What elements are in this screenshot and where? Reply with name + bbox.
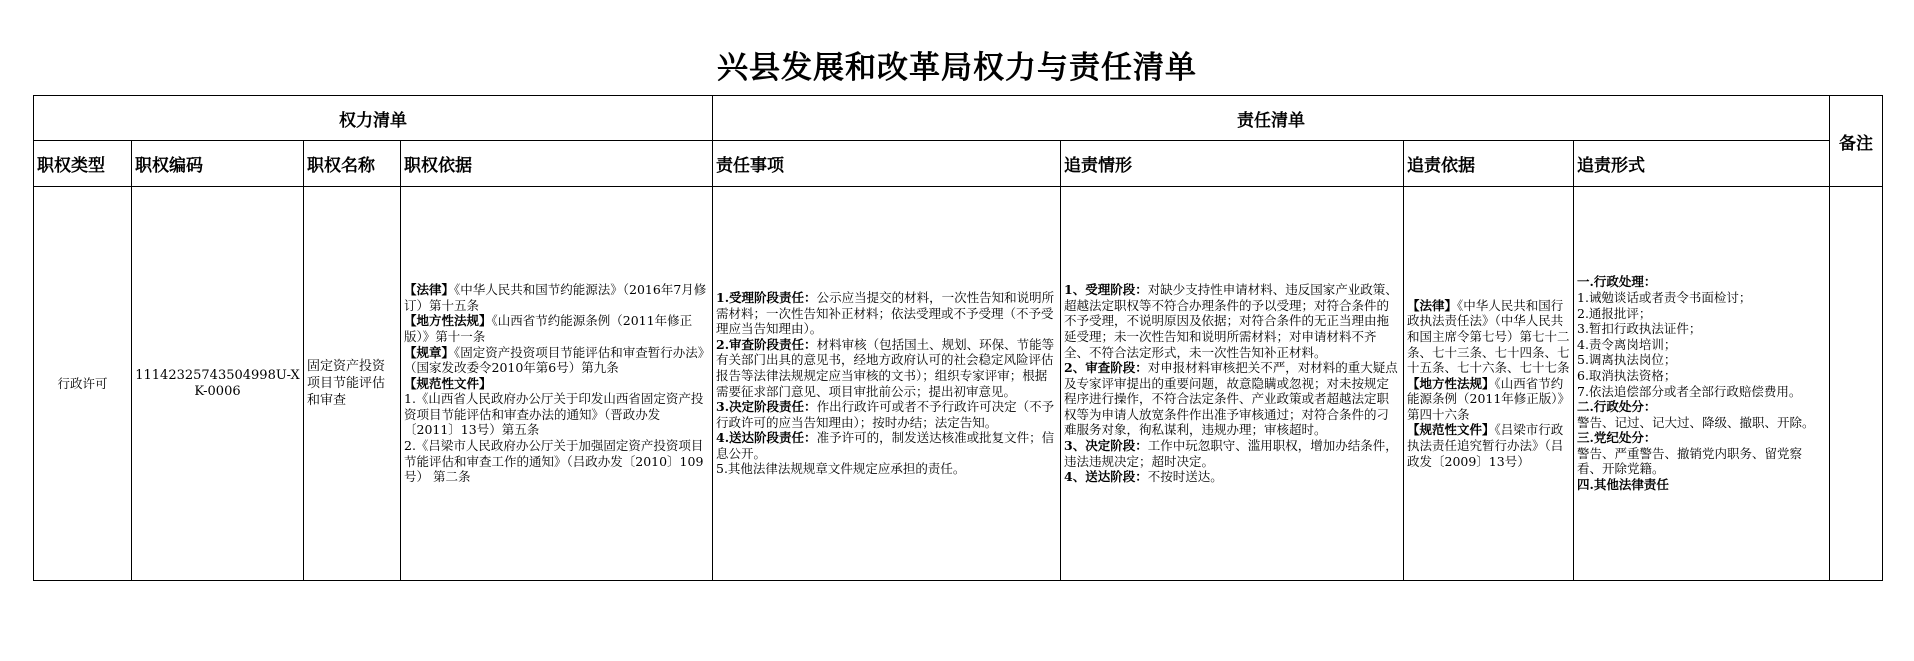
- item-label: 【地方性法规】: [1407, 375, 1495, 391]
- list-item: [404, 313, 709, 344]
- list-item: [404, 438, 709, 485]
- list-item: [1577, 337, 1826, 353]
- item-label: 3、决定阶段：: [1064, 438, 1148, 454]
- responsibility-list-header: 责任清单: [713, 96, 1830, 141]
- list-item: [404, 345, 709, 376]
- item-label: 【地方性法规】: [404, 313, 492, 329]
- list-item: [404, 391, 709, 438]
- item-label: 二.行政处分：: [1577, 399, 1657, 415]
- item-text: 1.《山西省人民政府办公厅关于印发山西省固定资产投资项目节能评估和审查办法的通知》（晋政办发〔2011〕13号）第五条: [404, 391, 704, 438]
- list-item: [716, 430, 1057, 461]
- list-item: [1577, 399, 1826, 415]
- item-label: 2、审查阶段：: [1064, 360, 1148, 376]
- item-text: 5.调离执法岗位；: [1577, 352, 1677, 368]
- item-text: 7.依法追偿部分或者全部行政赔偿费用。: [1577, 383, 1802, 399]
- list-item: [404, 282, 709, 313]
- list-item: [1407, 422, 1570, 469]
- column-header-row: [34, 141, 1883, 187]
- list-item: [1577, 415, 1826, 431]
- list-item: [716, 399, 1057, 430]
- item-text: 6.取消执法资格；: [1577, 367, 1677, 383]
- item-label: 一.行政处理：: [1577, 274, 1657, 290]
- list-item: [1577, 368, 1826, 384]
- list-item: [1577, 352, 1826, 368]
- power-responsibility-table: [33, 95, 1883, 581]
- list-item: [1064, 282, 1400, 360]
- item-text: 材料审核（包括国土、规划、环保、节能等有关部门出具的意见书，经地方政府认可的社会稳定风险评估报告等法律法规规定应当审核的文书）；组织专家评审；根据需要征求部门意见、项目审批前公示；提出初审意见。: [716, 336, 1055, 399]
- item-text: 1.诫勉谈话或者责令书面检讨；: [1577, 289, 1752, 305]
- column-header-acc-forms: 追责形式: [1574, 141, 1830, 187]
- item-text: 《吕梁市行政执法责任追究暂行办法》（吕政发〔2009〕13号）: [1407, 422, 1564, 469]
- list-item: [716, 337, 1057, 399]
- item-text: 工作中玩忽职守、滥用职权，增加办结条件，违法违规决定；超时决定。: [1064, 438, 1398, 469]
- cell-accountability: [1061, 187, 1404, 581]
- item-label: 1、受理阶段：: [1064, 282, 1148, 298]
- list-item: [1577, 290, 1826, 306]
- item-text: 不按时送达。: [1147, 469, 1223, 485]
- list-item: [1577, 477, 1826, 493]
- item-label: 4.送达阶段责任：: [716, 430, 817, 446]
- list-item: [1407, 298, 1570, 376]
- item-text: 《中华人民共和国行政执法责任法》（中华人民共和国主席令第七号）第七十二条、七十三条、七十四条、七十五条、七十六条、七十七条: [1407, 297, 1570, 376]
- item-text: 3.暂扣行政执法证件；: [1577, 321, 1702, 337]
- item-text: 对申报材料审核把关不严，对材料的重大疑点及专家评审提出的重要问题，故意隐瞒或忽视；对未按规定程序进行操作，不符合法定条件、产业政策或者超越法定职权等为申请人放宽条件作出准予审核通过；对符合条件的刁难服务对象，徇私谋利，违规办理；审核超时。: [1064, 360, 1398, 438]
- item-label: 2.审查阶段责任：: [716, 336, 817, 352]
- cell-acc-basis: [1404, 187, 1574, 581]
- item-label: 【规范性文件】: [1407, 422, 1495, 438]
- item-label: 【规章】: [404, 344, 455, 360]
- column-header-type: 职权类型: [34, 141, 132, 187]
- item-label: 四.其他法律责任: [1577, 477, 1669, 493]
- list-item: [1064, 469, 1400, 485]
- item-label: 4、送达阶段：: [1064, 469, 1148, 485]
- item-text: 《固定资产投资项目节能评估和审查暂行办法》（国家发改委令2010年第6号）第九条: [404, 344, 705, 376]
- list-item: [1577, 384, 1826, 400]
- cell-basis: [401, 187, 713, 581]
- item-text: 《中华人民共和国节约能源法》（2016年7月修订）第十五条: [404, 282, 707, 313]
- item-text: 准予许可的，制发送达核准或批复文件；信息公开。: [716, 430, 1055, 461]
- list-item: [1577, 430, 1826, 446]
- column-header-basis: 职权依据: [401, 141, 713, 187]
- item-text: 5.其他法律法规规章文件规定应承担的责任。: [716, 461, 966, 477]
- item-label: 【法律】: [404, 282, 455, 298]
- list-item: [716, 290, 1057, 337]
- item-text: 对缺少支持性申请材料、违反国家产业政策、超越法定职权等不符合办理条件的予以受理；对符合条件的不予受理，不说明原因及依据；对符合条件的无正当理由拖延受理；未一次性告知和说明所需材料；对申请材料不齐全、不符合法定形式，未一次性告知补正材料。: [1064, 282, 1398, 360]
- column-header-code: 职权编码: [132, 141, 304, 187]
- list-item: [1064, 438, 1400, 469]
- list-item: [1577, 306, 1826, 322]
- item-label: 【法律】: [1407, 297, 1458, 313]
- power-list-header: 权力清单: [34, 96, 713, 141]
- item-label: 3.决定阶段责任：: [716, 399, 817, 415]
- page-title: 兴县发展和改革局权力与责任清单: [717, 50, 1197, 86]
- item-text: 4.责令离岗培训；: [1577, 336, 1677, 352]
- cell-duties: [713, 187, 1061, 581]
- item-text: 《山西省节约能源条例（2011年修正版）》第四十六条: [1407, 375, 1564, 422]
- item-text: 2.通报批评；: [1577, 305, 1652, 321]
- list-item: [1577, 321, 1826, 337]
- list-item: [716, 461, 1057, 477]
- cell-code: 11142325743504998U-XK-0006: [132, 187, 304, 581]
- item-text: 警告、严重警告、撤销党内职务、留党察看、开除党籍。: [1577, 445, 1803, 477]
- item-text: 警告、记过、记大过、降级、撤职、开除。: [1577, 414, 1815, 430]
- column-header-name: 职权名称: [304, 141, 401, 187]
- remarks-header: 备注: [1830, 96, 1883, 187]
- column-header-accountability: 追责情形: [1061, 141, 1404, 187]
- item-text: 2.《吕梁市人民政府办公厅关于加强固定资产投资项目节能评估和审查工作的通知》（吕政办发〔2010〕109号） 第二条: [404, 438, 704, 485]
- list-item: [1064, 360, 1400, 438]
- table-row: [34, 187, 1883, 581]
- cell-acc-forms: [1574, 187, 1830, 581]
- column-header-acc-basis: 追责依据: [1404, 141, 1574, 187]
- list-item: [1577, 274, 1826, 290]
- item-text: 作出行政许可或者不予行政许可决定（不予行政许可的应当告知理由）；按时办结；法定告知。: [716, 399, 1055, 430]
- list-item: [404, 376, 709, 392]
- list-item: [1577, 446, 1826, 477]
- item-text: 公示应当提交的材料，一次性告知和说明所需材料；一次性告知补正材料；依法受理或不予受理（不予受理应当告知理由）。: [716, 289, 1055, 337]
- item-label: 三.党纪处分：: [1577, 430, 1657, 446]
- group-header-row: [34, 96, 1883, 141]
- item-label: 1.受理阶段责任：: [716, 289, 817, 305]
- column-header-duties: 责任事项: [713, 141, 1061, 187]
- cell-type: 行政许可: [34, 187, 132, 581]
- cell-remarks: [1830, 187, 1883, 581]
- list-item: [1407, 376, 1570, 423]
- cell-name: 固定资产投资项目节能评估和审查: [304, 187, 401, 581]
- item-label: 【规范性文件】: [404, 375, 492, 391]
- item-text: 《山西省节约能源条例（2011年修正版）》第十一条: [404, 313, 693, 344]
